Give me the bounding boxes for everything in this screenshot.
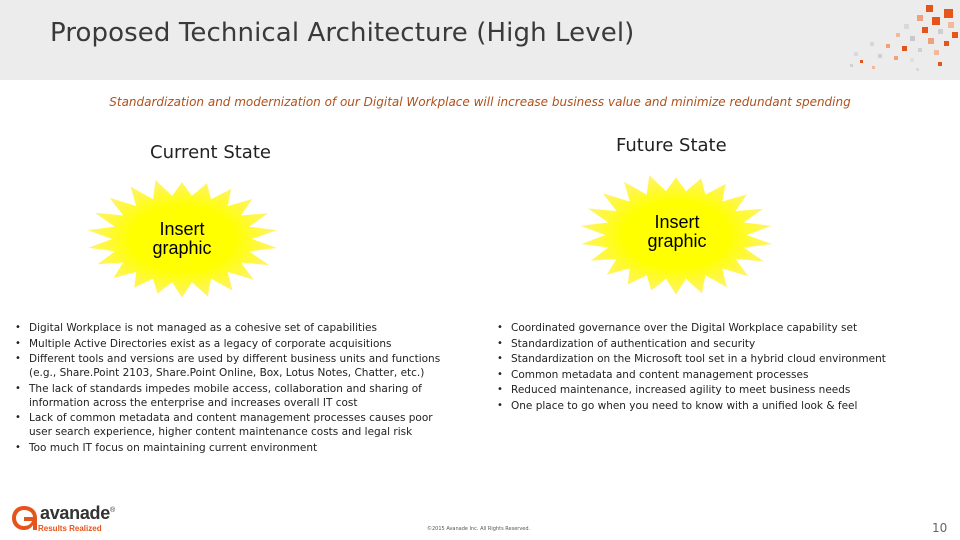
slide-subtitle: Standardization and modernization of our Digital Workplace will increase business value and minimize redundant spending xyxy=(109,95,851,109)
current-state-bullets xyxy=(13,321,443,457)
list-item: • One place to go when you need to know with a unified look & feel xyxy=(495,399,925,413)
future-placeholder-line1: Insert xyxy=(654,212,700,232)
current-placeholder-line1: Insert xyxy=(159,219,205,239)
future-state-bullets xyxy=(495,321,925,415)
slide-title: Proposed Technical Architecture (High Level) xyxy=(50,18,635,48)
page-number: 10 xyxy=(932,521,948,535)
future-graphic-placeholder xyxy=(615,213,739,251)
list-item: • Reduced maintenance, increased agility to meet business needs xyxy=(495,383,925,397)
header-band xyxy=(0,0,960,80)
list-item: • Coordinated governance over the Digital Workplace capability set xyxy=(495,321,925,335)
copyright-notice: ©2015 Avanade Inc. All Rights Reserved. xyxy=(427,526,531,532)
current-placeholder-line2: graphic xyxy=(152,238,212,258)
list-item: • Digital Workplace is not managed as a cohesive set of capabilities xyxy=(13,321,443,335)
future-state-heading: Future State xyxy=(616,135,727,156)
list-item: • The lack of standards impedes mobile access, collaboration and sharing of information across the enterprise and increases overall IT cost xyxy=(13,382,443,410)
current-state-heading: Current State xyxy=(150,142,271,163)
current-graphic-placeholder xyxy=(120,220,244,258)
list-item: • Standardization of authentication and security xyxy=(495,337,925,351)
future-placeholder-line2: graphic xyxy=(647,231,707,251)
list-item: • Too much IT focus on maintaining current environment xyxy=(13,441,443,455)
pixel-dots-decoration xyxy=(840,0,960,80)
list-item: • Multiple Active Directories exist as a legacy of corporate acquisitions xyxy=(13,337,443,351)
list-item: • Common metadata and content management processes xyxy=(495,368,925,382)
brand-tagline: Results Realized xyxy=(38,524,102,533)
list-item: • Standardization on the Microsoft tool set in a hybrid cloud environment xyxy=(495,352,925,366)
list-item: • Lack of common metadata and content management processes causes poor user search experience, higher content maintenance costs and legal risk xyxy=(13,411,443,439)
list-item: • Different tools and versions are used by different business units and functions (e.g., Share.Point 2103, Share.Point Online, Box, Lotus Notes, Chatter, etc.) xyxy=(13,352,443,380)
brand-wordmark: avanade xyxy=(40,503,110,523)
brand-name: avanade® xyxy=(40,503,115,523)
